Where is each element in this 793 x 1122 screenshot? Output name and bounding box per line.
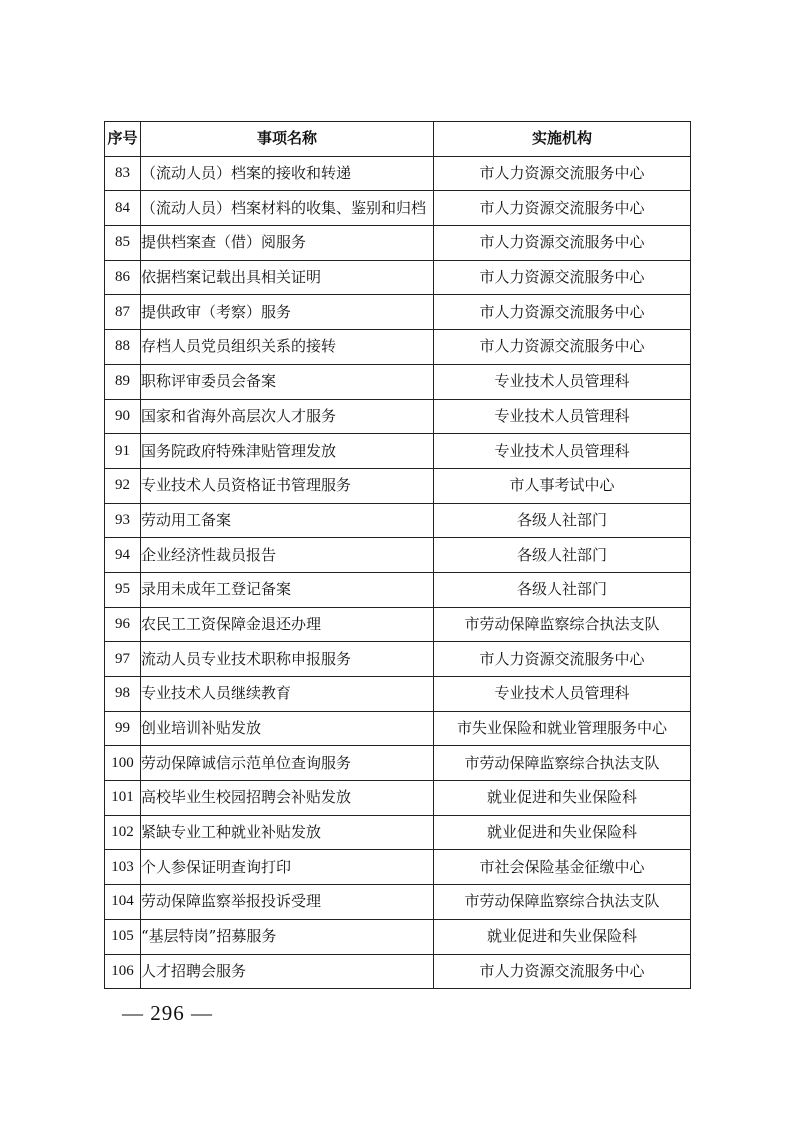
row-serial-number: 92 bbox=[105, 468, 141, 503]
table-row bbox=[105, 746, 691, 781]
row-item-name: 劳动用工备案 bbox=[141, 503, 434, 538]
row-implementing-agency: 市失业保险和就业管理服务中心 bbox=[434, 711, 691, 746]
table-row bbox=[105, 434, 691, 469]
row-implementing-agency: 专业技术人员管理科 bbox=[434, 399, 691, 434]
row-implementing-agency: 市人力资源交流服务中心 bbox=[434, 330, 691, 365]
row-implementing-agency: 市人事考试中心 bbox=[434, 468, 691, 503]
row-serial-number: 93 bbox=[105, 503, 141, 538]
row-serial-number: 101 bbox=[105, 781, 141, 816]
row-item-name: （流动人员）档案材料的收集、鉴别和归档 bbox=[141, 191, 434, 226]
row-serial-number: 105 bbox=[105, 919, 141, 954]
table-body bbox=[105, 156, 691, 989]
row-item-name: （流动人员）档案的接收和转递 bbox=[141, 156, 434, 191]
row-implementing-agency: 就业促进和失业保险科 bbox=[434, 919, 691, 954]
header-serial-number: 序号 bbox=[105, 122, 141, 157]
table-row bbox=[105, 954, 691, 989]
table-row bbox=[105, 295, 691, 330]
row-serial-number: 91 bbox=[105, 434, 141, 469]
row-item-name: 流动人员专业技术职称申报服务 bbox=[141, 642, 434, 677]
row-implementing-agency: 各级人社部门 bbox=[434, 538, 691, 573]
header-implementing-agency: 实施机构 bbox=[434, 122, 691, 157]
row-serial-number: 106 bbox=[105, 954, 141, 989]
row-item-name: 紧缺专业工种就业补贴发放 bbox=[141, 815, 434, 850]
table-row bbox=[105, 156, 691, 191]
row-item-name: 农民工工资保障金退还办理 bbox=[141, 607, 434, 642]
row-implementing-agency: 市劳动保障监察综合执法支队 bbox=[434, 746, 691, 781]
row-serial-number: 98 bbox=[105, 677, 141, 712]
row-implementing-agency: 市人力资源交流服务中心 bbox=[434, 954, 691, 989]
row-serial-number: 103 bbox=[105, 850, 141, 885]
row-implementing-agency: 市人力资源交流服务中心 bbox=[434, 191, 691, 226]
table-row bbox=[105, 538, 691, 573]
row-item-name: 企业经济性裁员报告 bbox=[141, 538, 434, 573]
table-row bbox=[105, 711, 691, 746]
row-item-name: 职称评审委员会备案 bbox=[141, 364, 434, 399]
row-item-name: 专业技术人员继续教育 bbox=[141, 677, 434, 712]
table-row bbox=[105, 885, 691, 920]
row-implementing-agency: 就业促进和失业保险科 bbox=[434, 781, 691, 816]
table-row bbox=[105, 260, 691, 295]
row-item-name: 高校毕业生校园招聘会补贴发放 bbox=[141, 781, 434, 816]
row-implementing-agency: 各级人社部门 bbox=[434, 503, 691, 538]
row-item-name: 国家和省海外高层次人才服务 bbox=[141, 399, 434, 434]
row-item-name: 劳动保障监察举报投诉受理 bbox=[141, 885, 434, 920]
page-number: — 296 — bbox=[122, 1001, 213, 1025]
table-row bbox=[105, 399, 691, 434]
row-serial-number: 87 bbox=[105, 295, 141, 330]
row-implementing-agency: 就业促进和失业保险科 bbox=[434, 815, 691, 850]
table-row bbox=[105, 330, 691, 365]
table-row bbox=[105, 607, 691, 642]
row-serial-number: 89 bbox=[105, 364, 141, 399]
row-serial-number: 95 bbox=[105, 572, 141, 607]
row-item-name: 提供档案查（借）阅服务 bbox=[141, 226, 434, 261]
row-serial-number: 90 bbox=[105, 399, 141, 434]
row-item-name: 劳动保障诚信示范单位查询服务 bbox=[141, 746, 434, 781]
row-implementing-agency: 市人力资源交流服务中心 bbox=[434, 156, 691, 191]
row-serial-number: 85 bbox=[105, 226, 141, 261]
row-serial-number: 97 bbox=[105, 642, 141, 677]
table-row bbox=[105, 919, 691, 954]
row-serial-number: 83 bbox=[105, 156, 141, 191]
row-item-name: 国务院政府特殊津贴管理发放 bbox=[141, 434, 434, 469]
row-item-name: 创业培训补贴发放 bbox=[141, 711, 434, 746]
table-row bbox=[105, 677, 691, 712]
table-row bbox=[105, 468, 691, 503]
table-row bbox=[105, 572, 691, 607]
row-implementing-agency: 市人力资源交流服务中心 bbox=[434, 295, 691, 330]
row-item-name: 提供政审（考察）服务 bbox=[141, 295, 434, 330]
row-implementing-agency: 市人力资源交流服务中心 bbox=[434, 642, 691, 677]
row-serial-number: 100 bbox=[105, 746, 141, 781]
row-serial-number: 99 bbox=[105, 711, 141, 746]
table-row bbox=[105, 642, 691, 677]
table-header-row bbox=[105, 122, 691, 157]
table-row bbox=[105, 226, 691, 261]
table-row bbox=[105, 850, 691, 885]
table-row bbox=[105, 191, 691, 226]
table-row bbox=[105, 364, 691, 399]
row-implementing-agency: 专业技术人员管理科 bbox=[434, 434, 691, 469]
row-serial-number: 102 bbox=[105, 815, 141, 850]
row-implementing-agency: 市劳动保障监察综合执法支队 bbox=[434, 885, 691, 920]
row-serial-number: 86 bbox=[105, 260, 141, 295]
row-item-name: “基层特岗”招募服务 bbox=[141, 919, 434, 954]
row-item-name: 个人参保证明查询打印 bbox=[141, 850, 434, 885]
row-implementing-agency: 市人力资源交流服务中心 bbox=[434, 260, 691, 295]
table-row bbox=[105, 781, 691, 816]
table-row bbox=[105, 503, 691, 538]
row-item-name: 专业技术人员资格证书管理服务 bbox=[141, 468, 434, 503]
row-item-name: 依据档案记载出具相关证明 bbox=[141, 260, 434, 295]
row-implementing-agency: 专业技术人员管理科 bbox=[434, 364, 691, 399]
table-row bbox=[105, 815, 691, 850]
service-items-table bbox=[104, 121, 691, 989]
row-item-name: 人才招聘会服务 bbox=[141, 954, 434, 989]
row-serial-number: 96 bbox=[105, 607, 141, 642]
row-implementing-agency: 专业技术人员管理科 bbox=[434, 677, 691, 712]
row-serial-number: 104 bbox=[105, 885, 141, 920]
row-implementing-agency: 市人力资源交流服务中心 bbox=[434, 226, 691, 261]
row-implementing-agency: 市劳动保障监察综合执法支队 bbox=[434, 607, 691, 642]
row-item-name: 存档人员党员组织关系的接转 bbox=[141, 330, 434, 365]
row-serial-number: 84 bbox=[105, 191, 141, 226]
row-implementing-agency: 各级人社部门 bbox=[434, 572, 691, 607]
row-item-name: 录用未成年工登记备案 bbox=[141, 572, 434, 607]
row-serial-number: 94 bbox=[105, 538, 141, 573]
row-serial-number: 88 bbox=[105, 330, 141, 365]
row-implementing-agency: 市社会保险基金征缴中心 bbox=[434, 850, 691, 885]
header-item-name: 事项名称 bbox=[141, 122, 434, 157]
